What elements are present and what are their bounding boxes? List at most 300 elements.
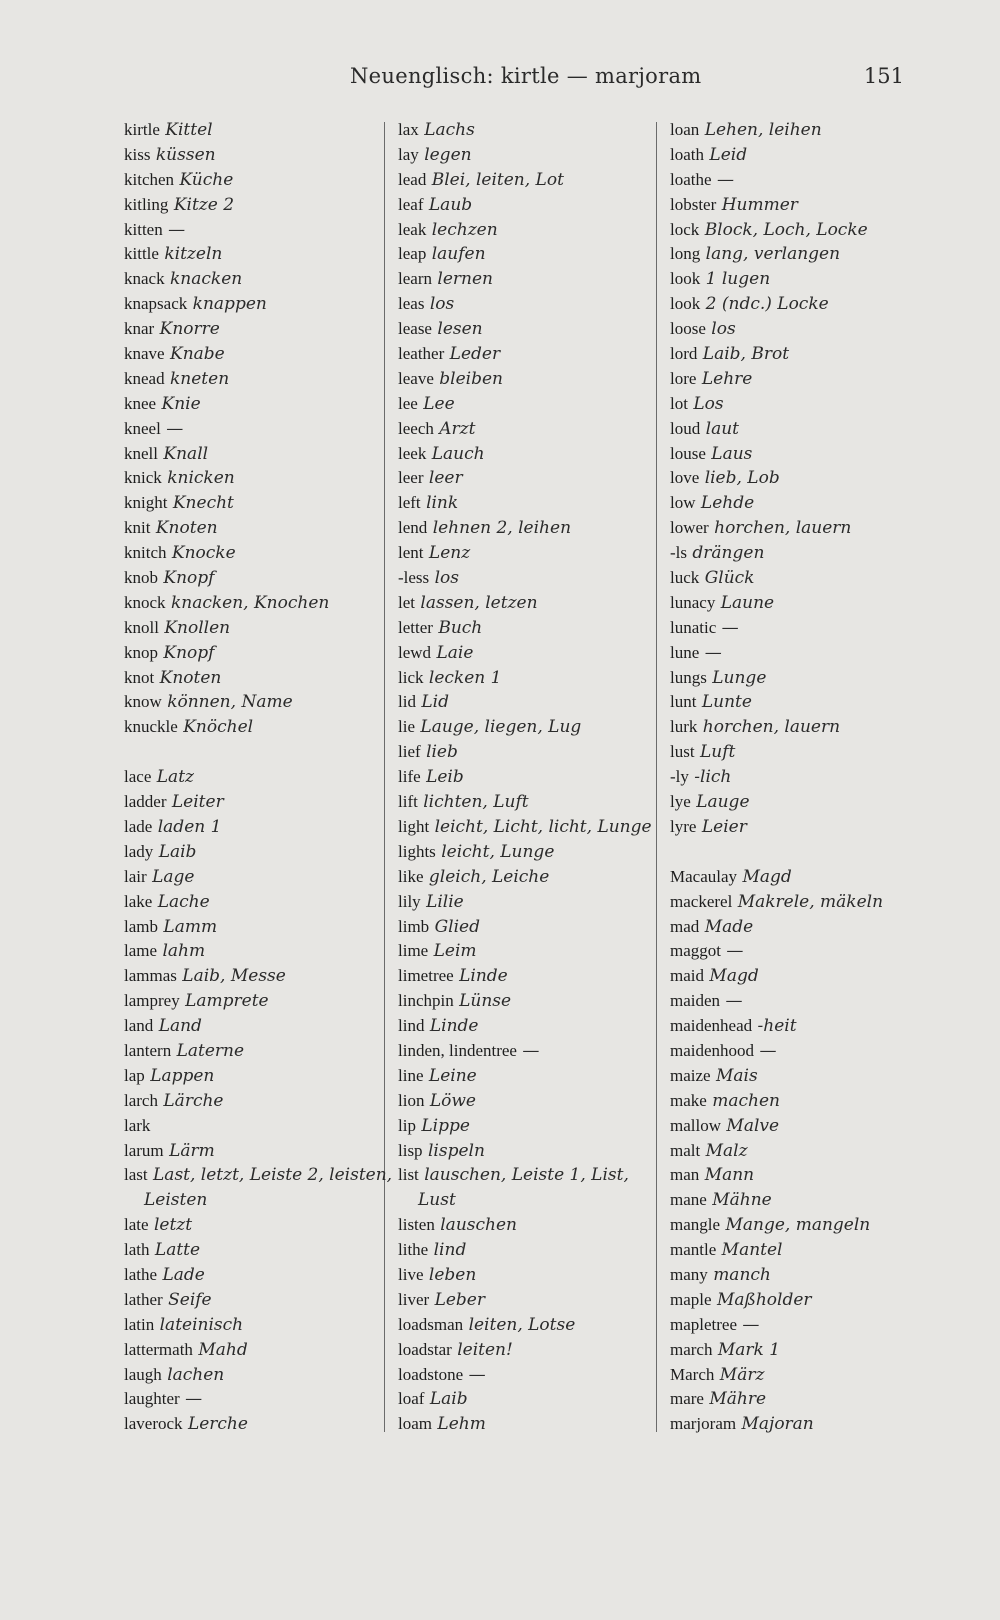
headword: laughter <box>124 1389 180 1409</box>
dictionary-entry <box>670 865 920 890</box>
gloss: lernen <box>437 269 493 290</box>
headword: leaf <box>398 194 424 214</box>
headword: lathe <box>124 1264 158 1284</box>
gloss: Buch <box>438 617 483 638</box>
dictionary-entry <box>124 715 374 740</box>
dictionary-entry <box>124 1313 374 1338</box>
section-gap <box>670 840 920 865</box>
dictionary-entry <box>670 242 920 267</box>
dictionary-entry <box>398 168 648 193</box>
gloss: machen <box>712 1090 780 1111</box>
dictionary-entry <box>398 865 648 890</box>
headword: leap <box>398 244 427 264</box>
headword: lunatic <box>670 617 717 637</box>
headword: lake <box>124 891 153 911</box>
gloss: Last, letzt, Leiste 2, leisten, <box>153 1165 393 1186</box>
dictionary-entry <box>670 1313 920 1338</box>
headword: knot <box>124 667 155 687</box>
headword: loadstone <box>398 1364 464 1384</box>
headword: larum <box>124 1140 164 1160</box>
page-title: Neuenglisch: kirtle — marjoram <box>350 64 702 88</box>
dictionary-entry <box>670 715 920 740</box>
dictionary-entry <box>124 491 374 516</box>
gloss: laden 1 <box>157 816 222 837</box>
headword: knapsack <box>124 294 188 314</box>
dictionary-entry <box>670 915 920 940</box>
headword: mallow <box>670 1115 721 1135</box>
headword: mad <box>670 916 700 936</box>
headword: limb <box>398 916 430 936</box>
headword: mackerel <box>670 891 733 911</box>
gloss: kneten <box>170 368 230 389</box>
gloss: Laib, Messe <box>182 966 286 987</box>
headword: long <box>670 244 701 264</box>
gloss: Lunge <box>712 667 767 688</box>
dictionary-entry <box>398 815 652 840</box>
dictionary-entry <box>124 218 374 243</box>
headword: maidenhead <box>670 1016 753 1036</box>
gloss: Maßholder <box>716 1289 812 1310</box>
gloss: -heit <box>757 1016 797 1037</box>
dictionary-entry <box>670 1089 920 1114</box>
dictionary-entry <box>124 1014 374 1039</box>
dictionary-entry <box>670 1338 920 1363</box>
gloss: Block, Loch, Locke <box>704 219 868 240</box>
dictionary-entry <box>124 1213 374 1238</box>
gloss: Laterne <box>176 1040 245 1061</box>
headword: lark <box>124 1115 151 1135</box>
gloss: knacken <box>170 269 243 290</box>
dictionary-entry <box>124 765 374 790</box>
gloss: lassen, letzen <box>420 592 538 613</box>
dictionary-entry <box>124 840 374 865</box>
dictionary-entry <box>398 193 648 218</box>
gloss: — <box>166 418 184 439</box>
headword: kiss <box>124 144 151 164</box>
headword: man <box>670 1165 700 1185</box>
gloss: Lippe <box>421 1115 470 1136</box>
dictionary-entry <box>124 1064 374 1089</box>
gloss: Laib <box>429 1389 468 1410</box>
dictionary-entry <box>670 541 920 566</box>
gloss: Knöchel <box>183 717 254 738</box>
dictionary-entry <box>670 616 920 641</box>
dictionary-entry <box>670 964 920 989</box>
dictionary-entry <box>670 790 920 815</box>
gloss: knacken, Knochen <box>170 592 330 613</box>
dictionary-entry <box>670 566 920 591</box>
dictionary-entry <box>398 1238 648 1263</box>
gloss: los <box>711 319 736 340</box>
gloss: lecken 1 <box>428 667 502 688</box>
gloss: Seife <box>168 1289 212 1310</box>
gloss: Lehen, leihen <box>704 120 822 140</box>
gloss: lauschen <box>440 1215 517 1236</box>
dictionary-entry <box>124 915 374 940</box>
headword: kneel <box>124 418 161 438</box>
gloss: Lauge, liegen, Lug <box>420 717 582 738</box>
dictionary-entry <box>398 367 648 392</box>
gloss: Lauch <box>431 443 485 464</box>
headword: loath <box>670 144 704 164</box>
gloss: Majoran <box>741 1414 814 1435</box>
dictionary-entry <box>398 939 648 964</box>
dictionary-entry <box>670 317 920 342</box>
dictionary-entry <box>398 417 648 442</box>
dictionary-entry <box>670 690 920 715</box>
dictionary-entry <box>124 1338 374 1363</box>
headword: lick <box>398 667 424 687</box>
headword: leave <box>398 368 434 388</box>
gloss: laufen <box>431 244 486 265</box>
headword: knock <box>124 592 166 612</box>
dictionary-entry <box>124 442 374 467</box>
dictionary-entry <box>124 616 374 641</box>
headword: leather <box>398 344 445 364</box>
gloss: Malve <box>726 1115 780 1136</box>
gloss: los <box>429 294 455 315</box>
dictionary-entry <box>670 1238 920 1263</box>
gloss: Knocke <box>171 543 236 564</box>
dictionary-entry <box>398 242 648 267</box>
gloss: Latte <box>154 1240 201 1261</box>
gloss: Lärche <box>163 1090 224 1111</box>
headword: lily <box>398 891 421 911</box>
headword: maid <box>670 966 704 986</box>
gloss: lesen <box>437 319 483 340</box>
dictionary-entry <box>670 939 920 964</box>
dictionary-entry <box>398 915 648 940</box>
gloss: Lünse <box>459 991 512 1012</box>
dictionary-entry <box>124 939 374 964</box>
dictionary-entry <box>124 342 374 367</box>
headword: lord <box>670 344 698 364</box>
headword: lax <box>398 120 419 139</box>
gloss: März <box>719 1364 765 1385</box>
headword: March <box>670 1364 715 1384</box>
dictionary-entry <box>124 1089 374 1114</box>
headword: maiden <box>670 991 721 1011</box>
headword: loud <box>670 418 701 438</box>
dictionary-entry <box>398 491 648 516</box>
headword: knee <box>124 393 157 413</box>
headword: leak <box>398 219 427 239</box>
gloss: Knopf <box>163 568 215 589</box>
gloss: Lappen <box>150 1065 215 1086</box>
gloss: legen <box>424 144 472 165</box>
headword: left <box>398 493 421 513</box>
headword: lore <box>670 368 697 388</box>
headword: lent <box>398 543 424 563</box>
headword: march <box>670 1339 713 1359</box>
gloss: lieb <box>426 742 458 763</box>
gloss: Leid <box>709 144 748 165</box>
gloss: Lunte <box>701 692 752 713</box>
gloss: Leib <box>426 767 464 788</box>
gloss: leben <box>428 1264 477 1285</box>
dictionary-entry <box>124 890 374 915</box>
headword: liver <box>398 1289 430 1309</box>
headword: last <box>124 1165 148 1185</box>
dictionary-entry <box>124 964 374 989</box>
gloss: — <box>704 642 722 663</box>
dictionary-entry <box>398 118 648 143</box>
dictionary-entry <box>670 666 920 691</box>
gloss: Knabe <box>170 344 225 365</box>
dictionary-entry <box>398 616 648 641</box>
headword: luck <box>670 568 700 588</box>
headword: malt <box>670 1140 701 1160</box>
dictionary-entry <box>398 442 648 467</box>
dictionary-entry <box>670 1163 920 1188</box>
dictionary-entry <box>124 1238 374 1263</box>
headword: lair <box>124 866 147 886</box>
gloss: — <box>716 169 734 190</box>
headword: knack <box>124 269 165 289</box>
gloss: letzt <box>153 1215 193 1236</box>
headword: lame <box>124 941 158 961</box>
headword: lattermath <box>124 1339 193 1359</box>
dictionary-entry <box>124 1188 374 1213</box>
dictionary-entry <box>670 491 920 516</box>
headword: Macaulay <box>670 866 738 886</box>
dictionary-entry <box>398 790 648 815</box>
dictionary-entry <box>124 666 374 691</box>
gloss: Kittel <box>165 120 213 140</box>
dictionary-entry <box>398 1213 648 1238</box>
gloss: — <box>759 1040 777 1061</box>
gloss: lauschen, Leiste 1, List, <box>424 1165 629 1186</box>
headword: knuckle <box>124 717 178 737</box>
gloss: Latz <box>156 767 194 788</box>
gloss: lachen <box>167 1364 225 1385</box>
headword: lunacy <box>670 592 716 612</box>
gloss: Laib, Brot <box>702 344 790 365</box>
headword: mane <box>670 1190 707 1210</box>
dictionary-entry <box>670 1412 920 1437</box>
headword: list <box>398 1165 419 1185</box>
headword: leech <box>398 418 434 438</box>
gloss: lichten, Luft <box>423 792 529 813</box>
headword: lion <box>398 1090 425 1110</box>
gloss: Lehm <box>437 1414 486 1435</box>
dictionary-entry <box>398 267 648 292</box>
headword: ladder <box>124 792 167 812</box>
gloss: — <box>185 1389 203 1410</box>
dictionary-entry <box>124 1263 374 1288</box>
gloss: Knorre <box>159 319 220 340</box>
dictionary-entry <box>124 193 374 218</box>
headword: late <box>124 1215 149 1235</box>
headword: life <box>398 767 421 787</box>
gloss: Lerche <box>187 1414 248 1435</box>
dictionary-entry <box>124 790 374 815</box>
gloss: Arzt <box>439 418 476 439</box>
gloss: Linde <box>459 966 508 987</box>
gloss: link <box>426 493 459 514</box>
gloss: Glied <box>434 916 480 937</box>
gloss: leer <box>428 468 463 489</box>
page-number: 151 <box>863 64 904 88</box>
headword: loadsman <box>398 1314 464 1334</box>
headword: mangle <box>670 1215 721 1235</box>
gloss: bleiben <box>439 368 503 389</box>
dictionary-entry <box>124 1412 374 1437</box>
dictionary-entry <box>124 317 374 342</box>
gloss: Mais <box>716 1065 758 1086</box>
headword: linchpin <box>398 991 454 1011</box>
gloss: Knollen <box>164 617 231 638</box>
gloss: Mähne <box>712 1190 772 1211</box>
headword: lantern <box>124 1040 172 1060</box>
headword: mantle <box>670 1240 717 1260</box>
gloss: Hummer <box>721 194 798 215</box>
dictionary-entry <box>398 964 648 989</box>
headword: lock <box>670 219 700 239</box>
gloss: Malz <box>705 1140 748 1161</box>
gloss: Knoten <box>159 667 222 688</box>
headword: lamprey <box>124 991 180 1011</box>
dictionary-entry <box>398 715 648 740</box>
dictionary-entry <box>124 1163 393 1188</box>
dictionary-entry <box>670 218 920 243</box>
headword: loaf <box>398 1389 425 1409</box>
headword: lurk <box>670 717 698 737</box>
dictionary-column-1 <box>124 118 393 1437</box>
dictionary-entry <box>670 143 920 168</box>
gloss: Los <box>693 393 724 414</box>
gloss: Land <box>158 1016 202 1037</box>
headword: lather <box>124 1289 163 1309</box>
headword: kitling <box>124 194 169 214</box>
headword: lid <box>398 692 416 712</box>
dictionary-entry <box>124 292 374 317</box>
dictionary-entry <box>670 1064 920 1089</box>
headword: kittle <box>124 244 159 264</box>
dictionary-entry <box>124 1139 374 1164</box>
dictionary-entry <box>398 690 648 715</box>
gloss: Lache <box>157 891 210 912</box>
dictionary-entry <box>670 367 920 392</box>
gloss: gleich, Leiche <box>428 866 550 887</box>
gloss: leicht, Licht, licht, Lunge <box>434 816 652 837</box>
gloss: Makrele, mäkeln <box>737 891 884 912</box>
gloss: lind <box>433 1240 467 1261</box>
gloss: Lehre <box>701 368 753 389</box>
headword: knar <box>124 319 155 339</box>
dictionary-entry <box>398 740 648 765</box>
gloss: Lamprete <box>185 991 269 1012</box>
headword: line <box>398 1065 424 1085</box>
dictionary-entry <box>398 317 648 342</box>
gloss: Knall <box>163 443 209 464</box>
dictionary-entry <box>670 890 920 915</box>
headword: maggot <box>670 941 721 961</box>
dictionary-entry <box>124 242 374 267</box>
gloss: lang, verlangen <box>705 244 841 265</box>
headword: know <box>124 692 162 712</box>
dictionary-entry <box>670 417 920 442</box>
dictionary-entry <box>398 1163 648 1188</box>
dictionary-entry <box>398 342 648 367</box>
gloss: Küche <box>179 169 234 190</box>
dictionary-entry <box>398 591 648 616</box>
dictionary-entry <box>124 1114 374 1139</box>
headword: limetree <box>398 966 454 986</box>
headword: lace <box>124 767 152 787</box>
running-header <box>0 64 1000 96</box>
headword: knoll <box>124 617 159 637</box>
headword: lithe <box>398 1240 429 1260</box>
dictionary-entry <box>670 989 920 1014</box>
gloss: — <box>726 941 744 962</box>
headword: lungs <box>670 667 707 687</box>
headword: loam <box>398 1414 432 1434</box>
gloss: Lenz <box>428 543 471 564</box>
headword: kirtle <box>124 120 160 139</box>
gloss: Mann <box>704 1165 755 1186</box>
headword: knob <box>124 568 158 588</box>
gloss: Mantel <box>721 1240 783 1261</box>
headword: lap <box>124 1065 145 1085</box>
gloss: lehnen 2, leihen <box>432 518 572 539</box>
dictionary-entry <box>670 267 920 292</box>
headword: knit <box>124 518 151 538</box>
headword: lights <box>398 841 436 861</box>
dictionary-entry <box>124 466 374 491</box>
gloss: Lade <box>162 1264 205 1285</box>
dictionary-entry <box>670 591 920 616</box>
dictionary-entry <box>398 218 648 243</box>
dictionary-entry <box>670 1363 920 1388</box>
headword: live <box>398 1264 424 1284</box>
dictionary-column-2 <box>398 118 652 1437</box>
headword: lunt <box>670 692 697 712</box>
dictionary-entry <box>398 1338 648 1363</box>
dictionary-entry <box>124 591 374 616</box>
headword: larch <box>124 1090 158 1110</box>
gloss: Blei, leiten, Lot <box>431 169 564 190</box>
dictionary-entry <box>398 1263 648 1288</box>
dictionary-entry <box>670 765 920 790</box>
headword: -ly <box>670 767 689 787</box>
headword: marjoram <box>670 1414 737 1434</box>
dictionary-entry <box>124 118 374 143</box>
gloss: manch <box>713 1264 771 1285</box>
headword: knell <box>124 443 158 463</box>
gloss: -lich <box>694 767 732 788</box>
gloss: — <box>468 1364 486 1385</box>
gloss: lispeln <box>427 1140 485 1161</box>
dictionary-entry <box>124 392 374 417</box>
gloss: können, Name <box>167 692 293 713</box>
gloss: — <box>522 1040 540 1061</box>
headword: knave <box>124 344 165 364</box>
gloss: Lärm <box>169 1140 215 1161</box>
gloss: 1 lugen <box>705 269 771 290</box>
dictionary-entry <box>670 1213 920 1238</box>
dictionary-entry <box>398 1288 648 1313</box>
headword: lyre <box>670 816 697 836</box>
gloss: lateinisch <box>159 1314 244 1335</box>
column-divider-1 <box>384 122 385 1432</box>
dictionary-entry <box>124 143 374 168</box>
dictionary-entry <box>670 466 920 491</box>
gloss: kitzeln <box>164 244 223 265</box>
dictionary-entry <box>398 666 648 691</box>
dictionary-entry <box>670 168 920 193</box>
gloss: Laus <box>711 443 753 464</box>
